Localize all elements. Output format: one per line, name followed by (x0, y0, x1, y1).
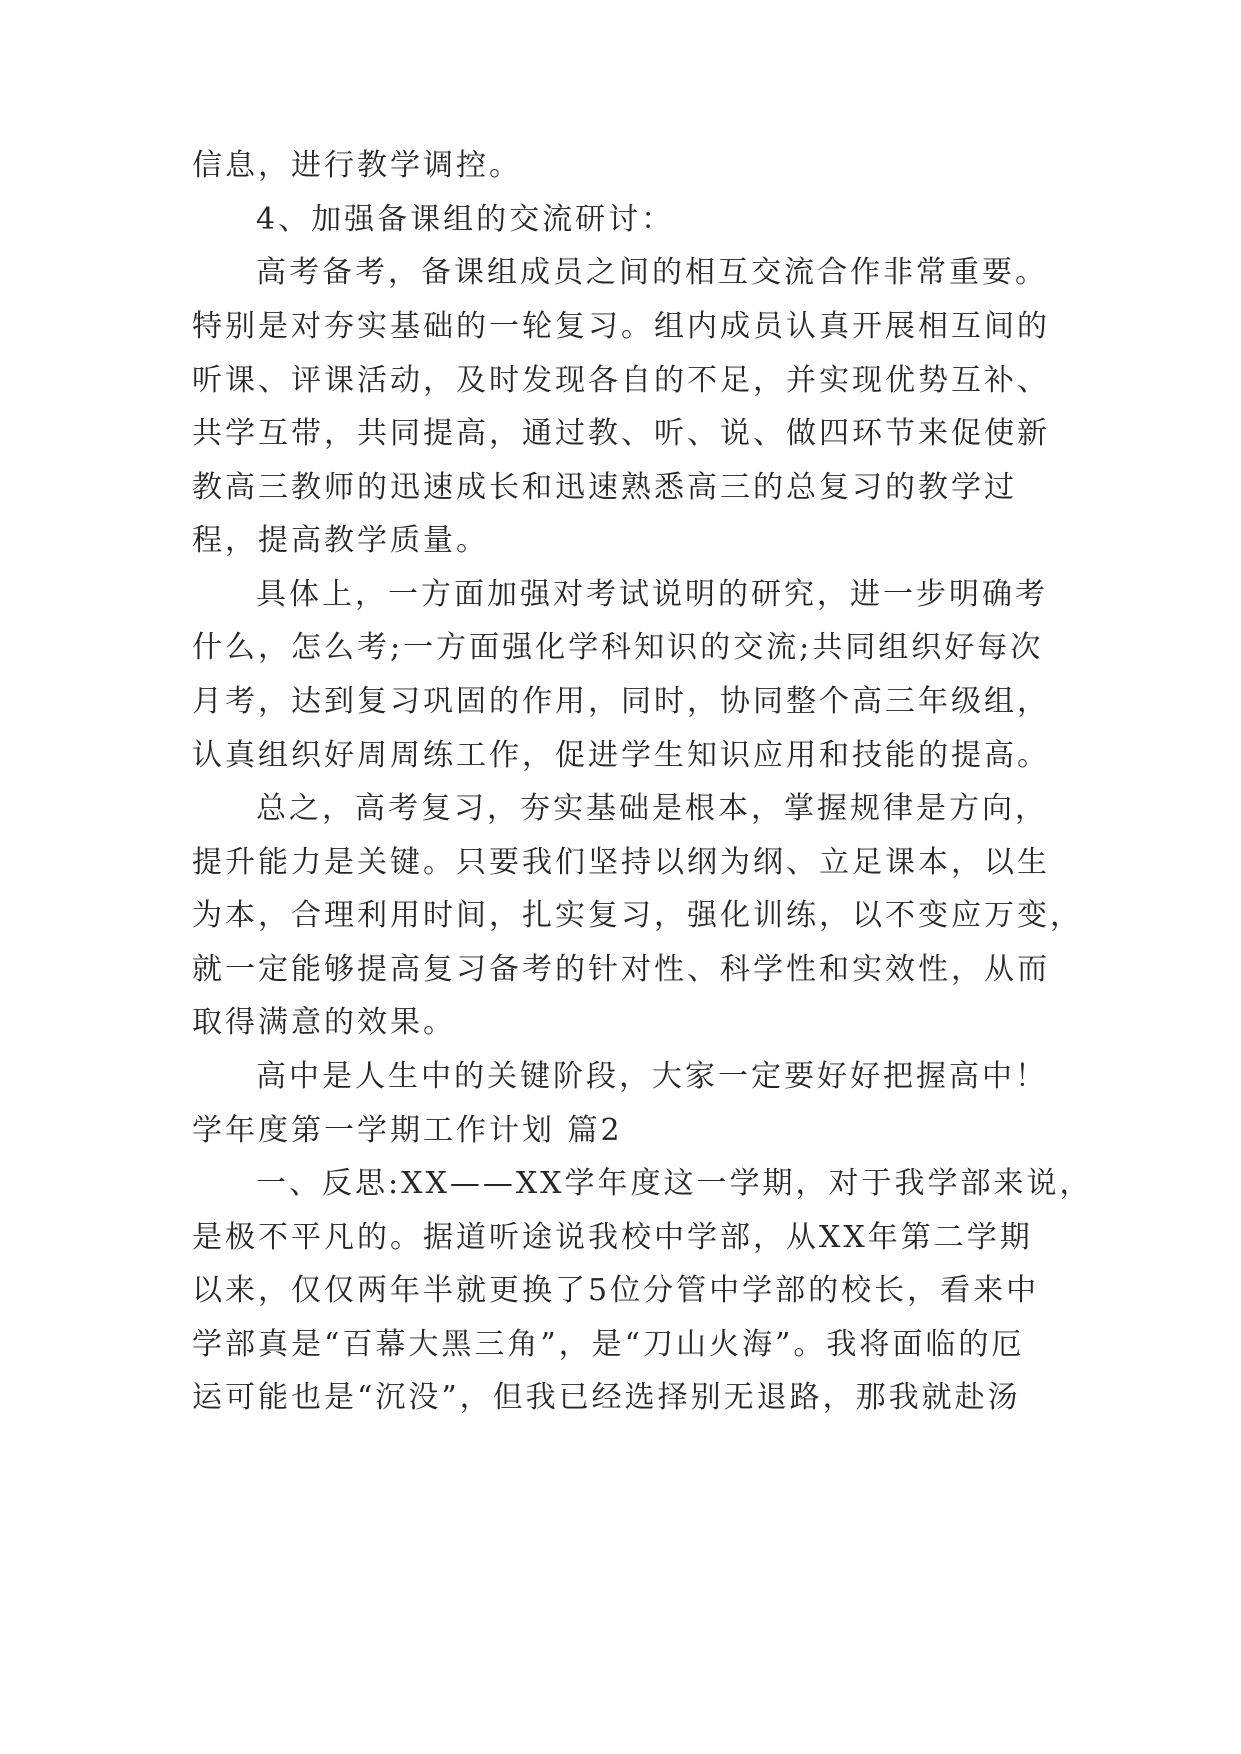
text-line: 共学互带，共同提高，通过教、听、说、做四环节来促使新 (192, 416, 1050, 451)
text-line: 什么，怎么考;一方面强化学科知识的交流;共同组织好每次 (192, 630, 1044, 665)
paragraph-first-line: 具体上，一方面加强对考试说明的研究，进一步明确考 (256, 577, 1048, 612)
text-line: 为本，合理利用时间，扎实复习，强化训练，以不变应万变， (192, 898, 1083, 933)
paragraph-first-line: 高中是人生中的关键阶段，大家一定要好好把握高中！ (256, 1059, 1048, 1094)
text-line: 取得满意的效果。 (192, 1005, 456, 1040)
paragraph-first-line: 高考备考，备课组成员之间的相互交流合作非常重要。 (256, 255, 1048, 290)
text-line: 是极不平凡的。据道听途说我校中学部，从XX年第二学期 (192, 1220, 1033, 1255)
text-line: 特别是对夯实基础的一轮复习。组内成员认真开展相互间的 (192, 309, 1050, 344)
text-line: 认真组织好周周练工作，促进学生知识应用和技能的提高。 (192, 738, 1050, 773)
text-line: 听课、评课活动，及时发现各自的不足，并实现优势互补、 (192, 363, 1050, 398)
text-line: 信息，进行教学调控。 (192, 148, 522, 183)
text-line: 程，提高教学质量。 (192, 523, 489, 558)
paragraph-first-line: 总之，高考复习，夯实基础是根本，掌握规律是方向， (256, 791, 1048, 826)
text-line: 以来，仅仅两年半就更换了5位分管中学部的校长，看来中 (192, 1273, 1040, 1308)
section-heading: 4、加强备课组的交流研讨： (256, 202, 675, 237)
text-line: 提升能力是关键。只要我们坚持以纲为纲、立足课本，以生 (192, 845, 1050, 880)
text-line: 学部真是“百幕大黑三角”，是“刀山火海”。我将面临的厄 (192, 1327, 1025, 1362)
paragraph-first-line: 一、反思:XX——XX学年度这一学期，对于我学部来说， (256, 1166, 1093, 1201)
text-line: 教高三教师的迅速成长和迅速熟悉高三的总复习的教学过 (192, 470, 1017, 505)
text-line: 运可能也是“沉没”，但我已经选择别无退路，那我就赴汤 (192, 1380, 1021, 1415)
text-line: 就一定能够提高复习备考的针对性、科学性和实效性，从而 (192, 952, 1050, 987)
section-title: 学年度第一学期工作计划 篇2 (192, 1113, 623, 1148)
text-line: 月考，达到复习巩固的作用，同时，协同整个高三年级组， (192, 684, 1050, 719)
